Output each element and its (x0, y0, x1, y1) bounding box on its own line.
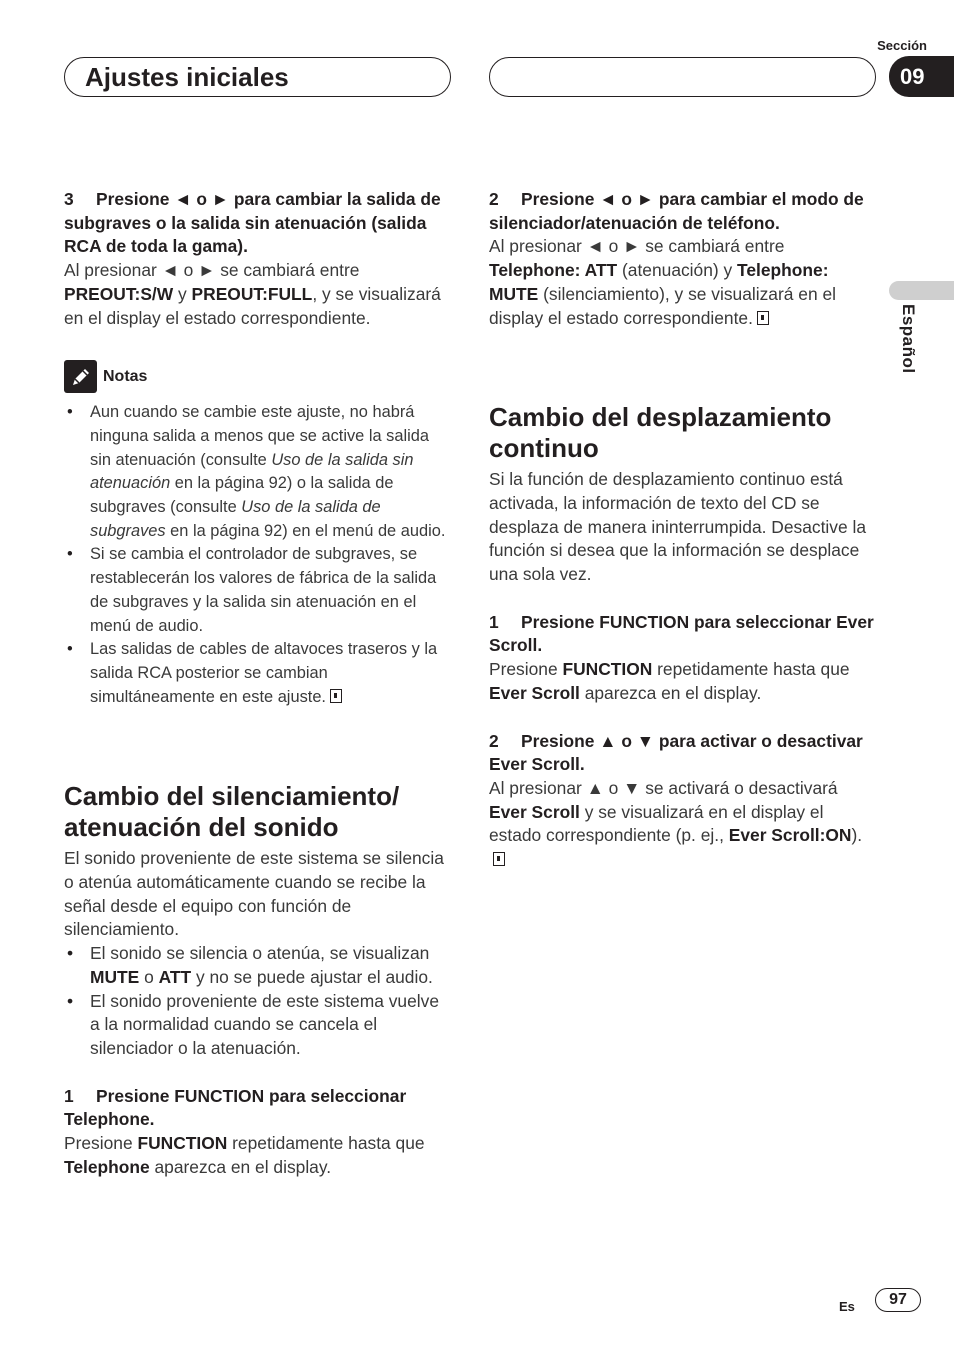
step-title: Presione ◄ o ► para cambiar el modo de silenciador/atenuación de teléfono. (489, 189, 864, 233)
mute-section (64, 781, 452, 1179)
step-2-heading (489, 188, 877, 235)
note-item (64, 543, 452, 638)
step-title: Presione ▲ o ▼ para activar o desactivar Ever Scroll. (489, 730, 863, 775)
text: y (173, 283, 192, 304)
notes-heading (64, 360, 452, 393)
footer-language-code: Es (839, 1299, 855, 1314)
text: (atenuación) y (617, 260, 738, 281)
bullet-item (64, 990, 452, 1061)
language-tab (889, 281, 954, 300)
text: Aun cuando se cambie este ajuste, no habrá ninguna salida a menos que se active la salida sin atenuación (consulte (90, 403, 429, 469)
text: Las salidas de cables de altavoces traseros y la salida RCA posterior se cambian simultáneamente en este ajuste. (90, 640, 438, 706)
text: Si se cambia el controlador de subgraves, se restablecerán los valores de fábrica de la salida de subgraves y la salida sin atenuación en el menú de audio. (90, 545, 437, 635)
text: , y se visualizará en el display el estado correspondiente. (64, 283, 441, 328)
text: Al presionar ◄ o ► se cambiará entre (64, 260, 360, 281)
step-2-heading (489, 730, 877, 777)
text: Presione (64, 1133, 138, 1154)
option-preout-full: PREOUT:FULL (191, 283, 313, 304)
step-number: 1 (64, 1085, 74, 1106)
notes-block (64, 360, 452, 709)
end-mark-icon (493, 852, 505, 866)
text: (silenciamiento), y se visualizará en el display el estado correspondiente. (489, 283, 836, 328)
step-3-body (64, 259, 452, 330)
text: y se visualizará en el display el estado correspondiente (p. ej., (489, 801, 824, 846)
text: en la página 92) en el menú de audio. (165, 521, 446, 540)
note-item (64, 401, 452, 543)
ever-scroll-label: Ever Scroll (489, 682, 580, 703)
step-3-heading (64, 188, 452, 259)
seccion-label: Sección (877, 38, 927, 53)
text: repetidamente hasta que (227, 1133, 425, 1154)
bullet-item (64, 942, 452, 989)
step-number: 2 (489, 189, 499, 209)
section-intro: El sonido proveniente de este sistema se silencia o atenúa automáticamente cuando se recibe la señal desde el equipo con función de silenciamiento. (64, 848, 444, 940)
text: El sonido se silencia o atenúa, se visualizan (90, 943, 430, 964)
text: o (139, 966, 159, 987)
section-intro: Si la función de desplazamiento continuo está activada, la información de texto del CD se desplaza de manera ininterrumpida. Desactive la función si desea que la información se desplace una sola vez. (489, 469, 866, 585)
bullet-list (64, 942, 452, 1061)
option-telephone-mute: Telephone: MUTE (489, 260, 829, 304)
function-label: FUNCTION (562, 659, 653, 680)
function-label: FUNCTION (137, 1133, 228, 1154)
notes-title: Notas (103, 367, 148, 385)
step-number: 1 (489, 611, 499, 632)
telephone-label: Telephone (64, 1156, 150, 1177)
step-number: 2 (489, 730, 499, 751)
text: aparezca en el display. (149, 1156, 332, 1177)
step-1-body (64, 1132, 452, 1179)
step-2-body (489, 777, 877, 872)
text: Al presionar ◄ o ► se cambiará entre (489, 236, 785, 257)
pencil-note-icon (64, 360, 97, 393)
ever-scroll-label: Ever Scroll (489, 801, 580, 822)
note-item (64, 638, 452, 709)
section-title: Ajustes iniciales (85, 62, 289, 92)
seccion-number: 09 (889, 56, 954, 97)
step-title: Presione FUNCTION para seleccionar Ever Scroll. (489, 611, 874, 656)
text: aparezca en el display. (579, 682, 762, 703)
att-label: ATT (158, 966, 192, 987)
left-column (64, 188, 452, 1180)
language-label: Español (899, 304, 918, 374)
text: El sonido proveniente de este sistema vuelve a la normalidad cuando se cancela el silenciador o la atenuación. (90, 990, 439, 1058)
ever-scroll-on-label: Ever Scroll:ON (728, 825, 852, 846)
end-mark-icon (757, 311, 769, 325)
section-heading: Cambio del desplazamiento continuo (489, 402, 832, 464)
text: ). (851, 825, 863, 846)
mute-label: MUTE (90, 966, 140, 987)
page-number: 97 (875, 1288, 921, 1312)
text: repetidamente hasta que (652, 659, 850, 680)
notes-list (64, 401, 452, 709)
step-title: Presione ◄ o ► para cambiar la salida de subgraves o la salida sin atenuación (salida RCA de toda la gama). (64, 189, 441, 257)
scroll-section (489, 402, 877, 872)
text: en la página 92) o la salida de subgraves (consulte (90, 474, 394, 517)
text: y no se puede ajustar el audio. (191, 966, 433, 987)
cross-reference: Uso de la salida de subgraves (90, 498, 381, 540)
step-title: Presione FUNCTION para seleccionar Telephone. (64, 1085, 407, 1130)
step-2-body (489, 235, 877, 330)
end-mark-icon (330, 689, 342, 703)
header-blank-frame (489, 57, 876, 97)
step-1-heading (489, 611, 877, 658)
step-number: 3 (64, 189, 74, 209)
step-1-heading (64, 1085, 452, 1132)
step-1-body (489, 658, 877, 705)
option-telephone-att: Telephone: ATT (489, 260, 618, 281)
cross-reference: Uso de la salida sin atenuación (90, 450, 414, 493)
right-column (489, 188, 877, 872)
option-preout-sw: PREOUT:S/W (64, 283, 174, 304)
section-heading: Cambio del silenciamiento/ atenuación del sonido (64, 781, 400, 843)
text: Al presionar ▲ o ▼ se activará o desactivará (489, 777, 838, 798)
text: Presione (489, 659, 563, 680)
